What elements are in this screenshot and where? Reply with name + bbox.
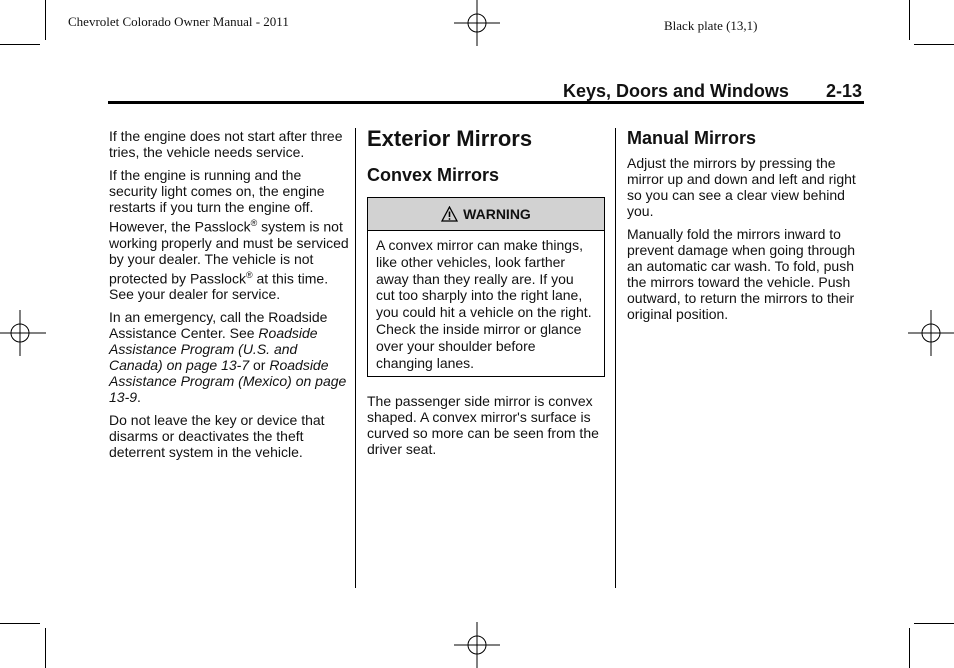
header-rule bbox=[108, 101, 864, 104]
plate-label: Black plate (13,1) bbox=[664, 18, 758, 33]
crop-mark bbox=[45, 0, 46, 40]
paragraph: If the engine does not start after three tries, the vehicle needs service. bbox=[109, 128, 343, 160]
crop-mark bbox=[0, 623, 40, 624]
column-divider bbox=[355, 128, 356, 588]
section-heading: Exterior Mirrors bbox=[367, 126, 533, 151]
paragraph: In an emergency, call the Roadside Assistance Center. See Roadside Assistance Program (U.S. and Canada) on page 13-7 or Roadside Assistance Program (Mexico) on page 13-9. bbox=[109, 309, 347, 406]
warning-label: WARNING bbox=[463, 206, 531, 222]
paragraph: Do not leave the key or device that disarms or deactivates the theft deterrent system in the vehicle. bbox=[109, 412, 325, 461]
right-column bbox=[627, 155, 863, 329]
crop-mark bbox=[909, 0, 910, 40]
page-number: 2-13 bbox=[826, 81, 863, 101]
subsection-heading: Convex Mirrors bbox=[367, 165, 500, 185]
cross-reference-link[interactable]: Roadside Assistance Program (Mexico) on page 13-9 bbox=[109, 357, 347, 406]
crop-mark bbox=[0, 44, 40, 45]
section-title: Keys, Doors and Windows bbox=[563, 81, 789, 101]
paragraph: The passenger side mirror is convex shaped. A convex mirror's surface is curved so more can be seen from the driver seat. bbox=[367, 393, 599, 457]
registered-mark: ® bbox=[245, 269, 253, 280]
registration-target-icon bbox=[454, 622, 500, 668]
paragraph: Adjust the mirrors by pressing the mirror up and down and left and right so you can see a clear view behind you. bbox=[627, 155, 856, 219]
registration-target-icon bbox=[908, 310, 954, 356]
crop-mark bbox=[914, 44, 954, 45]
registered-mark: ® bbox=[250, 218, 258, 228]
cross-reference-link[interactable]: Roadside Assistance Program (U.S. and Canada) on page 13-7 bbox=[109, 325, 318, 374]
column-divider bbox=[615, 128, 616, 588]
registration-target-icon bbox=[454, 0, 500, 46]
crop-mark bbox=[914, 623, 954, 624]
warning-triangle-icon bbox=[441, 206, 458, 222]
manual-title: Chevrolet Colorado Owner Manual - 2011 bbox=[68, 14, 289, 29]
left-column bbox=[109, 128, 349, 467]
warning-box bbox=[367, 197, 605, 377]
paragraph: If the engine is running and the security light comes on, the engine restarts if you turn the engine off. However, the Passlock® system is not working properly and must be serviced by your dealer. The vehicle is not protected by Passlock® at this time. See your dealer for service. bbox=[109, 167, 349, 303]
warning-header bbox=[368, 198, 604, 231]
registration-target-icon bbox=[0, 310, 46, 356]
middle-column bbox=[367, 393, 607, 464]
subsection-heading: Manual Mirrors bbox=[627, 128, 757, 148]
warning-text: A convex mirror can make things, like other vehicles, look farther away than they really are. If you cut too sharply into the right lane, you could hit a vehicle on the right. Check the inside mirror or glance over your shoulder before changing lanes. bbox=[376, 237, 592, 371]
crop-mark bbox=[45, 628, 46, 668]
crop-mark bbox=[909, 628, 910, 668]
paragraph: Manually fold the mirrors inward to prevent damage when going through an automatic car wash. To fold, push the mirrors toward the vehicle. Push outward, to return the mirrors to their original position. bbox=[627, 226, 856, 322]
